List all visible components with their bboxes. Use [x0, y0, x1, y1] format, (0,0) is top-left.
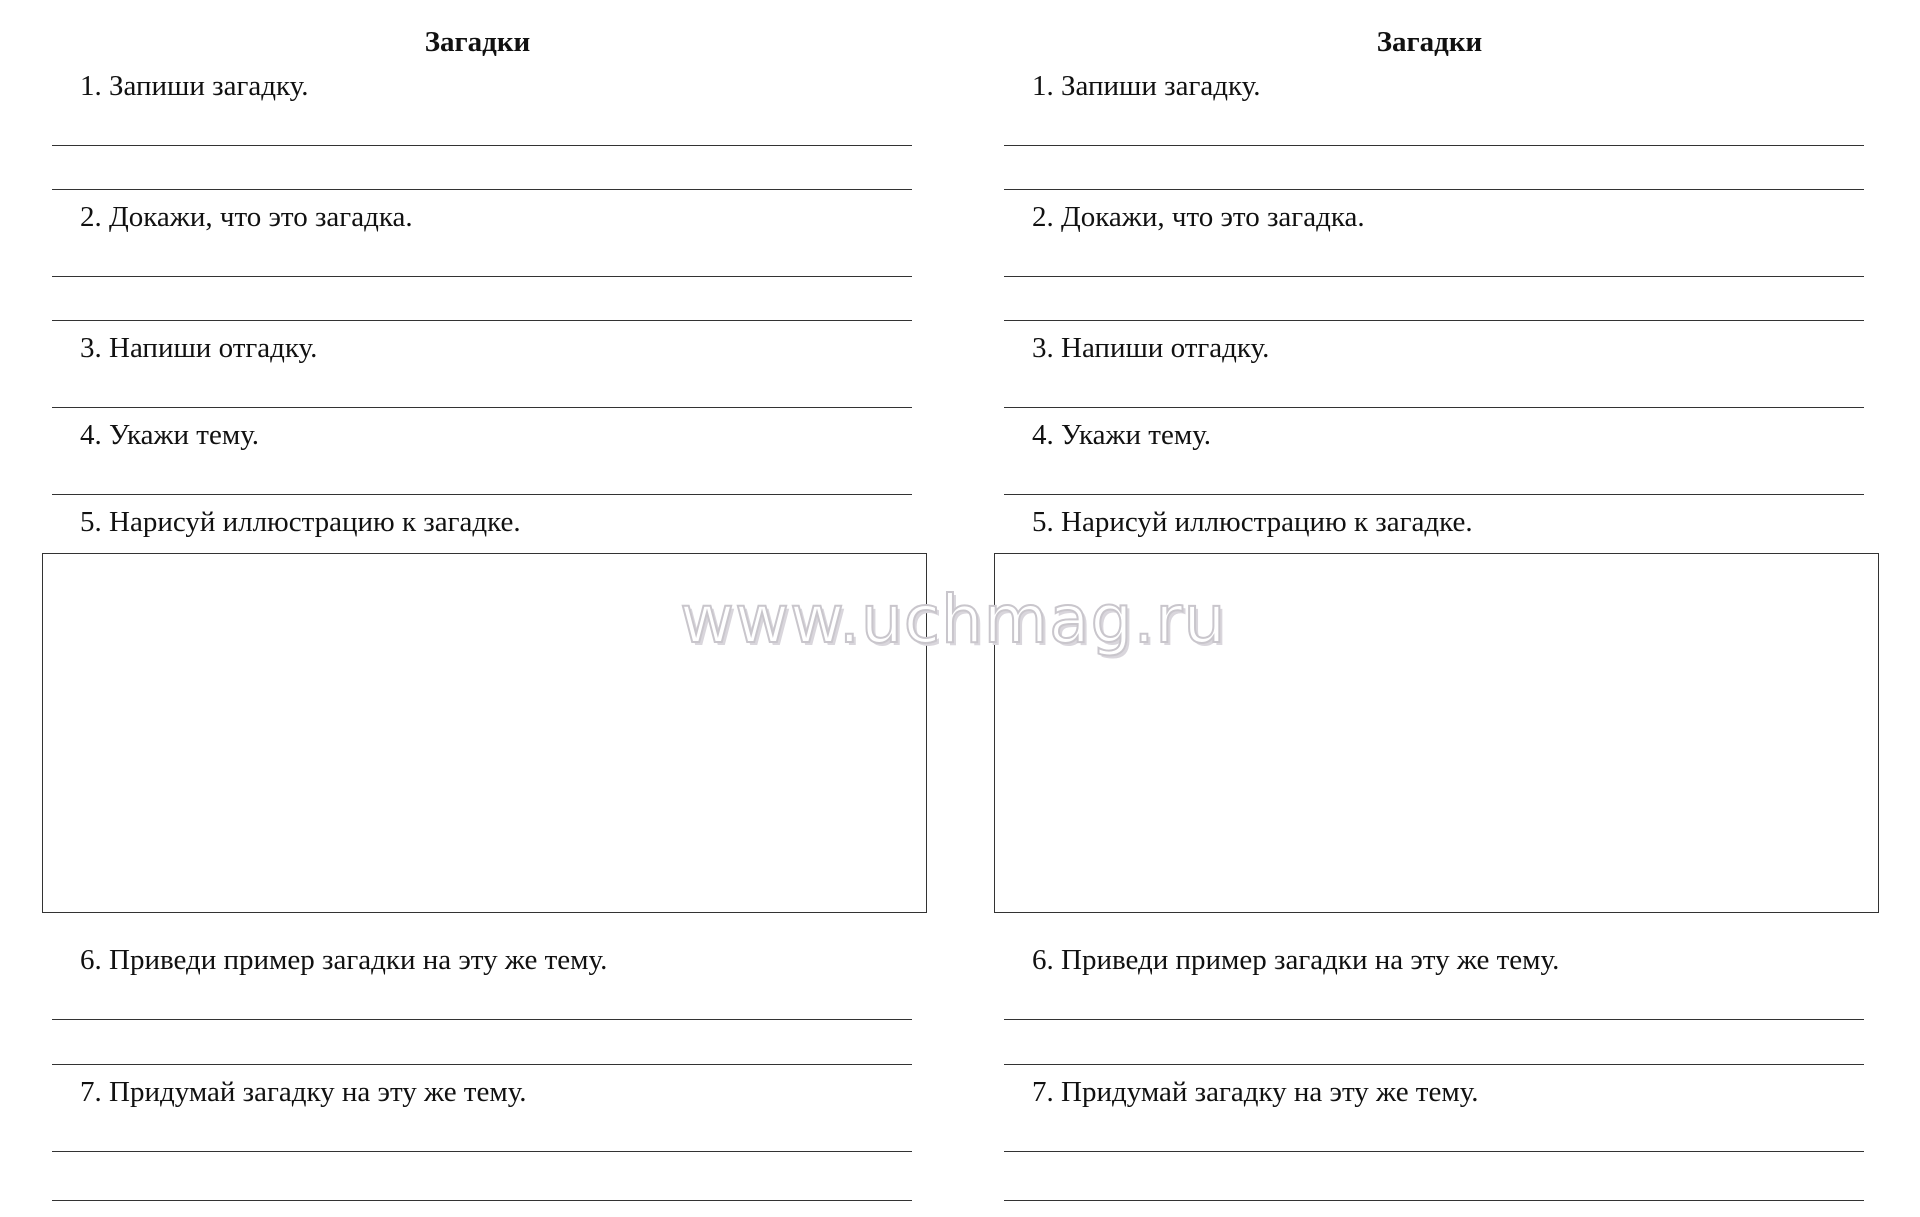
answer-line — [1004, 494, 1864, 495]
question-7: 7. Придумай загадку на эту же тему. — [1032, 1076, 1479, 1108]
answer-line — [52, 407, 912, 408]
answer-line — [52, 276, 912, 277]
question-7: 7. Придумай загадку на эту же тему. — [80, 1076, 527, 1108]
answer-line — [1004, 407, 1864, 408]
answer-line — [1004, 276, 1864, 277]
answer-line — [52, 145, 912, 146]
question-2: 2. Докажи, что это загадка. — [80, 201, 413, 233]
answer-line — [52, 1200, 912, 1201]
answer-line — [1004, 1200, 1864, 1201]
answer-line — [52, 320, 912, 321]
answer-line — [52, 1019, 912, 1020]
question-4: 4. Укажи тему. — [1032, 419, 1212, 451]
answer-line — [52, 1151, 912, 1152]
answer-line — [1004, 1019, 1864, 1020]
question-3: 3. Напиши отгадку. — [1032, 332, 1270, 364]
question-5: 5. Нарисуй иллюстрацию к загадке. — [80, 506, 521, 538]
answer-line — [1004, 1151, 1864, 1152]
answer-line — [52, 1064, 912, 1065]
answer-line — [1004, 1064, 1864, 1065]
question-6: 6. Приведи пример загадки на эту же тему. — [1032, 944, 1560, 976]
worksheet-title: Загадки — [1376, 26, 1483, 58]
question-4: 4. Укажи тему. — [80, 419, 260, 451]
answer-line — [52, 494, 912, 495]
answer-line — [1004, 145, 1864, 146]
question-2: 2. Докажи, что это загадка. — [1032, 201, 1365, 233]
answer-line — [1004, 320, 1864, 321]
question-3: 3. Напиши отгадку. — [80, 332, 318, 364]
question-5: 5. Нарисуй иллюстрацию к загадке. — [1032, 506, 1473, 538]
watermark: www.uchmag.ru — [680, 581, 1227, 658]
answer-line — [52, 189, 912, 190]
question-1: 1. Запиши загадку. — [80, 70, 309, 102]
question-6: 6. Приведи пример загадки на эту же тему. — [80, 944, 608, 976]
worksheet-title: Загадки — [424, 26, 531, 58]
question-1: 1. Запиши загадку. — [1032, 70, 1261, 102]
answer-line — [1004, 189, 1864, 190]
